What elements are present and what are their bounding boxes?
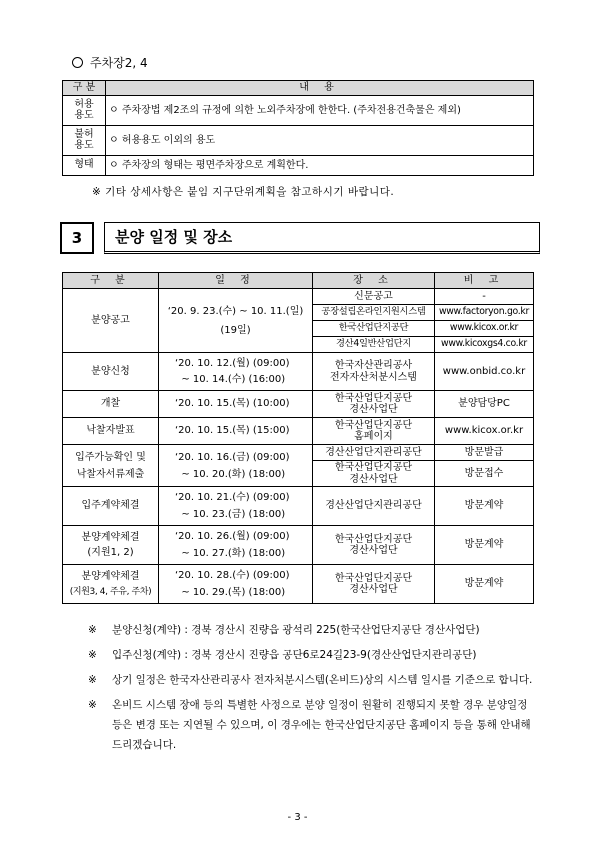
sale2-place: 한국산업단지공단 경산사업단 [313, 565, 435, 604]
announcement-place: 경산4일반산업단지 [313, 337, 435, 353]
table-row [63, 156, 534, 176]
table-row [63, 126, 534, 156]
table-row [63, 487, 534, 526]
announcement-link-factoryon[interactable]: www.factoryon.go.kr [435, 305, 534, 321]
winner-link-kicox[interactable]: www.kicox.or.kr [435, 418, 534, 445]
section-number: 3 [60, 222, 94, 254]
table-row [63, 565, 534, 604]
header-content: 내 용 [106, 81, 534, 96]
row-label: 허용 용도 [63, 96, 106, 126]
table-header-row [63, 273, 534, 289]
header-category: 구 분 [63, 273, 159, 289]
sale1-place: 한국산업단지공단 경산사업단 [313, 526, 435, 565]
sale1-label: 분양계약체결 (지원1, 2) [63, 526, 159, 565]
application-place: 한국자산관리공사 전자자산처분시스템 [313, 353, 435, 391]
row-label: 불허 용도 [63, 126, 106, 156]
opening-schedule: ‘20. 10. 15.(목) (10:00) [159, 391, 313, 418]
application-schedule: ‘20. 10. 12.(월) (09:00) ~ 10. 14.(수) (16:00) [159, 353, 313, 391]
sale2-note: 방문계약 [435, 565, 534, 604]
opening-note: 분양담당PC [435, 391, 534, 418]
opening-place: 한국산업단지공단 경산사업단 [313, 391, 435, 418]
table-row [63, 418, 534, 445]
sale2-schedule: ‘20. 10. 28.(수) (09:00) ~ 10. 29.(목) (18:00) [159, 565, 313, 604]
confirmation-schedule: ‘20. 10. 16.(금) (09:00) ~ 10. 20.(화) (18:00) [159, 445, 313, 487]
header-schedule: 일 정 [159, 273, 313, 289]
table-row [63, 391, 534, 418]
confirmation-note: 방문발급 [435, 445, 534, 461]
confirmation-place: 한국산업단지공단 경산사업단 [313, 461, 435, 487]
occupancy-note: 방문계약 [435, 487, 534, 526]
table-row [63, 526, 534, 565]
opening-label: 개찰 [63, 391, 159, 418]
occupancy-place: 경산산업단지관리공단 [313, 487, 435, 526]
announcement-place: 신문공고 [313, 289, 435, 305]
subheading [72, 54, 148, 71]
header-place: 장 소 [313, 273, 435, 289]
table-row [63, 289, 534, 305]
table-row [63, 353, 534, 391]
application-link-onbid[interactable]: www.onbid.co.kr [435, 353, 534, 391]
sale1-note: 방문계약 [435, 526, 534, 565]
confirmation-note: 방문접수 [435, 461, 534, 487]
announcement-place: 공장설립온라인지원시스템 [313, 305, 435, 321]
occupancy-label: 입주계약체결 [63, 487, 159, 526]
note-item: ※ 입주신청(계약) : 경북 경산시 진량읍 공단6로24길23-9(경산산업단지관리공단) [88, 648, 477, 661]
section-header [60, 222, 535, 254]
note-item: ※ 온비드 시스템 장애 등의 특별한 사정으로 분양 일정이 원활히 진행되지 못할 경우 분양일정 등은 변경 또는 지연될 수 있으며, 이 경우에는 한국산업단지공단 홈페이지 등을 통해 안내해 드리겠습니다. [88, 698, 531, 751]
winner-place: 한국산업단지공단 홈페이지 [313, 418, 435, 445]
table-row [63, 96, 534, 126]
table-header-row [63, 81, 534, 96]
confirmation-place: 경산산업단지관리공단 [313, 445, 435, 461]
announcement-schedule: ‘20. 9. 23.(수) ~ 10. 11.(일) (19일) [159, 289, 313, 353]
note-item: ※ 상기 일정은 한국자산관리공사 전자처분시스템(온비드)상의 시스템 일시를 기준으로 합니다. [88, 673, 533, 686]
row-content: ㅇ 허용용도 이외의 용도 [106, 126, 534, 156]
subheading-text: 주차장2, 4 [90, 56, 148, 70]
row-content: ㅇ 주차장의 형태는 평면주차장으로 계획한다. [106, 156, 534, 176]
notes-list [88, 621, 538, 761]
header-category: 구 분 [63, 81, 106, 96]
section-title: 분양 일정 및 장소 [104, 222, 540, 254]
announcement-link-kicoxgs4[interactable]: www.kicoxgs4.co.kr [435, 337, 534, 353]
announcement-note: - [435, 289, 534, 305]
parking-use-table [62, 80, 534, 176]
announcement-link-kicox[interactable]: www.kicox.or.kr [435, 321, 534, 337]
sale2-label: 분양계약체결 (지원3, 4, 주유, 주차) [63, 565, 159, 604]
page-number: - 3 - [287, 812, 308, 823]
note-item: ※ 분양신청(계약) : 경북 경산시 진량읍 광석리 225(한국산업단지공단 경산사업단) [88, 624, 480, 636]
circle-bullet-icon [72, 57, 83, 68]
row-label: 형태 [63, 156, 106, 176]
schedule-table [62, 272, 534, 604]
header-remark: 비 고 [435, 273, 534, 289]
confirmation-label: 입주가능확인 및 낙찰자서류제출 [63, 445, 159, 487]
winner-label: 낙찰자발표 [63, 418, 159, 445]
table-row [63, 445, 534, 461]
winner-schedule: ‘20. 10. 15.(목) (15:00) [159, 418, 313, 445]
occupancy-schedule: ‘20. 10. 21.(수) (09:00) ~ 10. 23.(금) (18:00) [159, 487, 313, 526]
row-content: ㅇ 주차장법 제2조의 규정에 의한 노외주차장에 한한다. (주차전용건축물은 제외) [106, 96, 534, 126]
announcement-label: 분양공고 [63, 289, 159, 353]
announcement-place: 한국산업단지공단 [313, 321, 435, 337]
application-label: 분양신청 [63, 353, 159, 391]
sale1-schedule: ‘20. 10. 26.(월) (09:00) ~ 10. 27.(화) (18:00) [159, 526, 313, 565]
reference-note: ※ 기타 상세사항은 붙임 지구단위계획을 참고하시기 바랍니다. [92, 186, 395, 198]
